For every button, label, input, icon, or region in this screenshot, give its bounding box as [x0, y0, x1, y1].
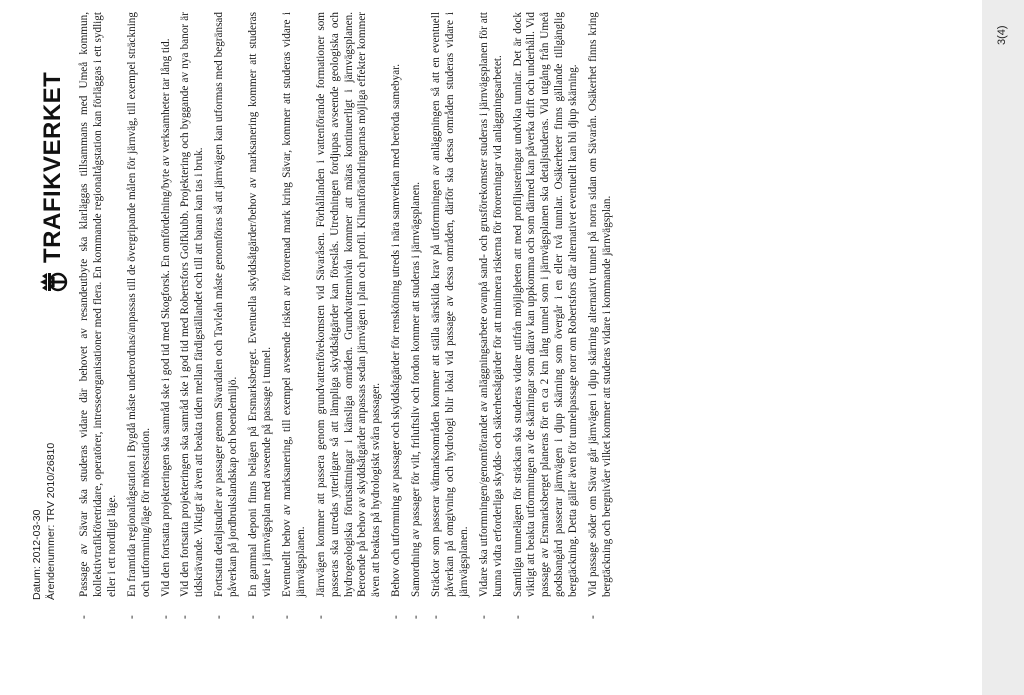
document-header-meta — [30, 443, 58, 600]
list-item: - Eventuellt behov av marksanering, till exempel avseende risken av förorenad mark kring Sävar, kommer att studeras vidare i järnvägsplanen. — [281, 12, 309, 597]
list-item: - Behov och utformning av passager och skyddsåtgärder för renskötning utreds i nära samverkan med berörda samebyar. — [390, 12, 404, 597]
list-item: - Vid den fortsatta projekteringen ska samråd ske i god tid med Skogforsk. En omfördelning/byte av verksamheter tar lång tid. — [160, 12, 174, 597]
list-item: - Sträckor som passerar våtmarksområden kommer att ställa särskilda krav på utformningen av anläggningen så att en eventuell påverkan på omgivning och hydrologi blir lokal vid passage av dessa områden, därför ska dessa områden studeras vidare i järnvägsplanen. — [430, 12, 472, 597]
list-item: - Vid den fortsatta projekteringen ska samråd ske i god tid med Robertsfors Golfklubb. Projektering och byggande av nya banor är tidskrävande. Viktigt är även att beakta tiden mellan färdigställandet och till att banan kan tas i bruk. — [179, 12, 207, 597]
document-date: Datum: 2012-03-30 — [31, 509, 43, 600]
list-item: - En gammal deponi finns belägen på Ersmarksberget. Eventuella skyddsåtgärder/behov av marksanering kommer att studeras vidare i järnvägsplan med avseende på passage i tunnel. — [247, 12, 275, 597]
document-body — [78, 12, 621, 597]
scan-margin — [982, 0, 1024, 695]
trafikverket-logo — [38, 72, 68, 295]
list-item: - En framtida regionaltågstation i Bygdå måste underordnas/anpassas till de övergripande målen för järnväg, till exempel sträckning och utformning/läge för mötesstation. — [126, 12, 154, 597]
list-item: - Samordning av passager för vilt, friluftsliv och fordon kommer att studeras i järnvägsplanen. — [410, 12, 424, 597]
list-item: - Fortsatta detaljstudier av passager genom Sävardalen och Tavleån måste genomföras så att järnvägen kan utformas med begränsad påverkan på jordbrukslandskap och boendemiljö. — [213, 12, 241, 597]
crown-logo-icon — [38, 269, 68, 295]
case-number: Ärendenummer: TRV 2010/26810 — [45, 442, 57, 600]
bullet-list — [78, 12, 615, 597]
list-item: - Järnvägen kommer att passera genom grundvattenförekomsten vid Sävaråsen. Förhållanden i vattenförande formationer som passeras ska utredas ytterligare så att lämpliga skyddsåtgärder kan föreslås. Utredningen fordjupas avseende geologiska och hydrogeologiska förutsättningar i känsliga områden. Grundvattennivån kommer att mätas kontinuerligt i järnvägsplanen. Beroende på behov av skyddsåtgärder anpassas sedan järnvägen i plan och profil. Klimatförändringarnas möjliga effekter kommer även att beaktas på hydrologiskt svåra passager. — [315, 12, 385, 597]
list-item: - Vidare ska utformningen/genomförandet av anläggningsarbete ovanpå sand- och grusförekomster studeras i järnvägsplanen för att kunna vidta erforderliga skydds- och säkerhetsåtgärder för att minimera riskerna för föroreningar vid anläggningsarbetet. — [478, 12, 506, 597]
list-item: - Passage av Sävar ska studeras vidare där behovet av resandeutbyte ska klarläggas tillsammans med Umeå kommun, kollektivtrafikföretridare, operatörer, intresseorganisationer med flera. En kommande regionaltågstation kan förläggas i ett sydligt eller i ett nordligt läge. — [78, 12, 120, 597]
list-item: - Samtliga tunnelägen för sträckan ska studeras vidare utifrån möjligheten att med profiljusteringar undvika tunnlar. Det är dock viktigt att beakta utformningen av de skärningar som därav kan uppkomma och som därmed kan påverka drift och underhåll. Vid passage av Ersmarksberget planeras för en ca 2 km lång tunnel som i järnvägsplanen ska detaljstuderas. Vid utgång från Umeå godsbangård passerar järnvägen i djup skärning som övergår i en eller två tunnlar. Osäkerheter finns gällande tillgänglig bergtäckning. Detta gäller även för tunnelpassage norr om Robertsfors där alternativet eventuellt kan bli djup skärning. — [512, 12, 582, 597]
page-number: 3(4) — [996, 25, 1008, 45]
logo-text: TRAFIKVERKET — [39, 71, 66, 263]
list-item: - Vid passage söder om Sävar går järnvägen i djup skärning alternativt tunnel på norra sidan om Sävarån. Osäkerhet finns kring bergtäckning och bergnivåer vilket kommer att studeras vidare i kommande järnvägsplan. — [587, 12, 615, 597]
